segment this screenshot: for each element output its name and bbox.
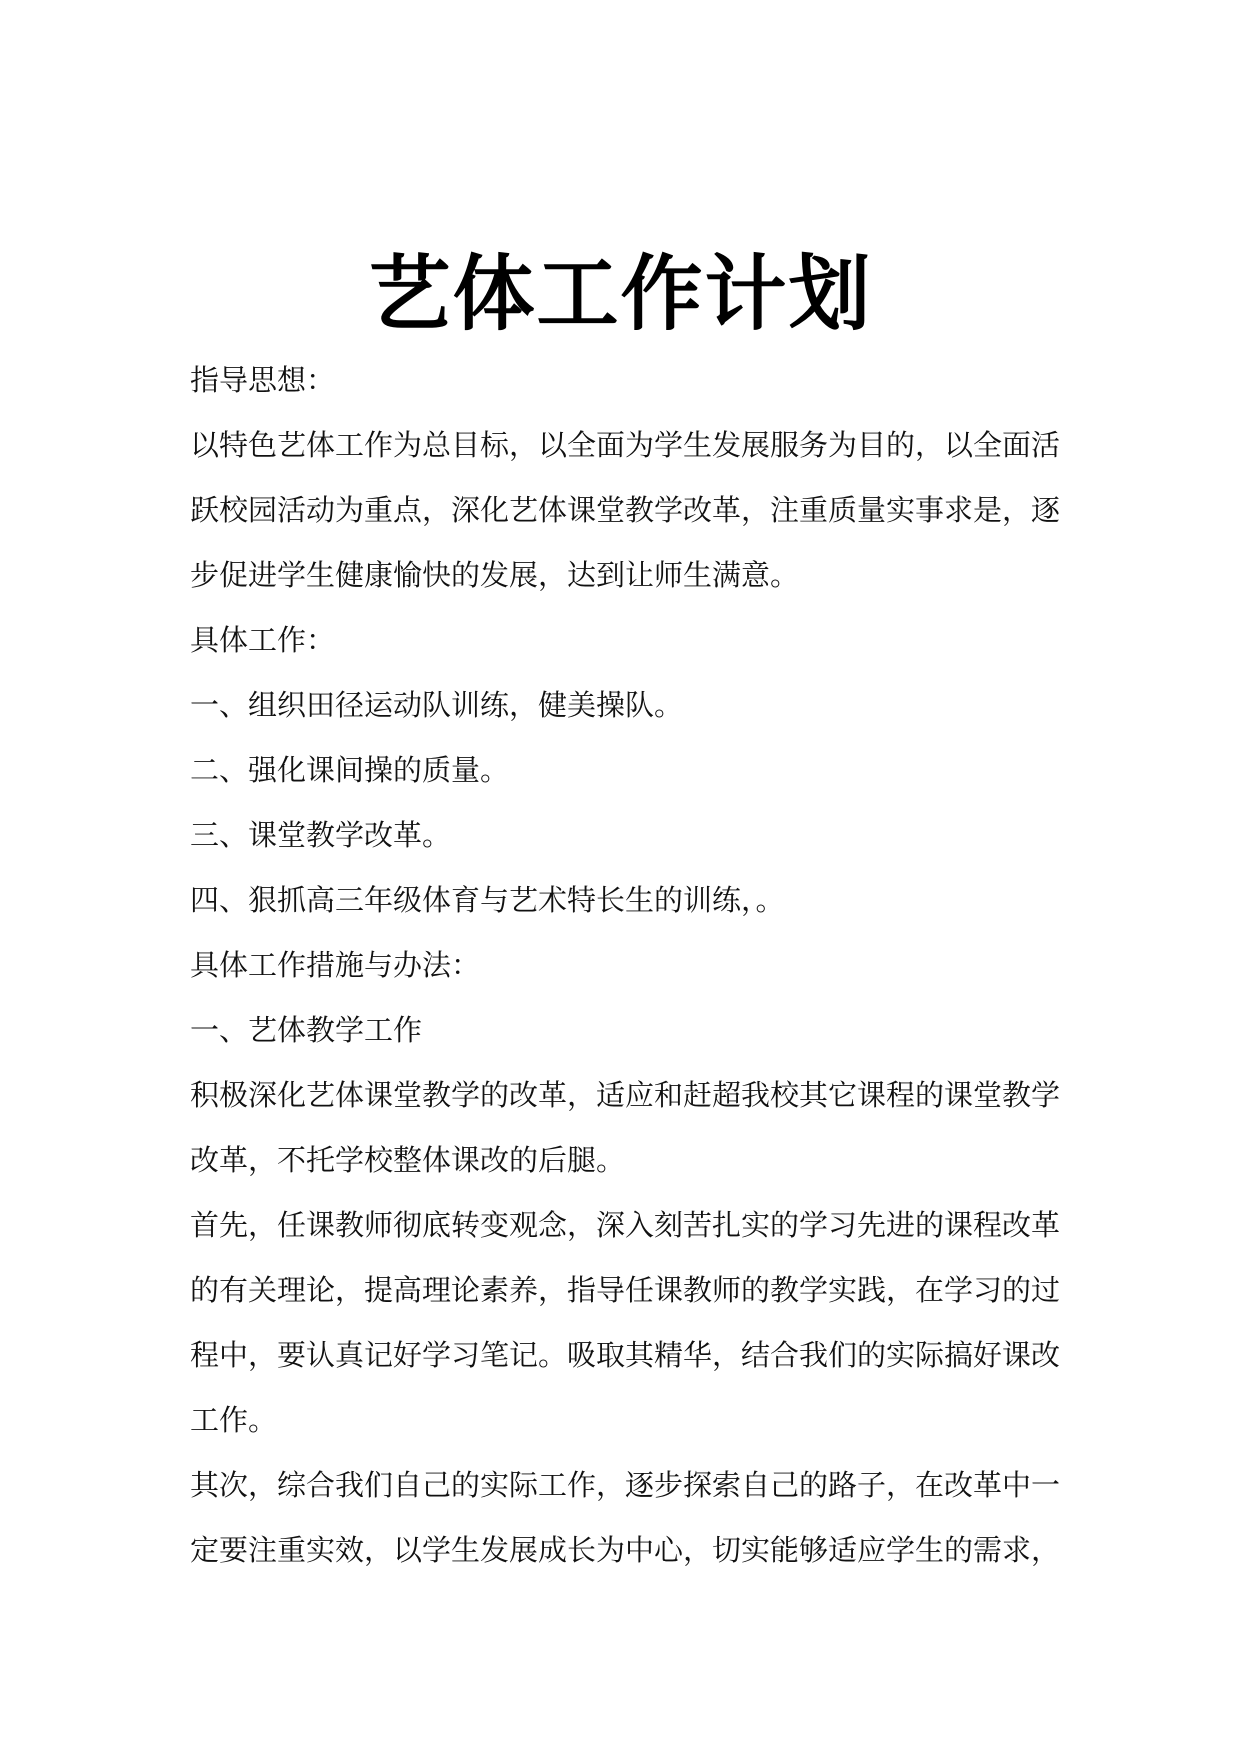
text-line: 定要注重实效，以学生发展成长为中心，切实能够适应学生的需求， bbox=[190, 1533, 1061, 1567]
text-line: 其次，综合我们自己的实际工作，逐步探索自己的路子，在改革中一 bbox=[190, 1468, 1061, 1502]
document-body bbox=[190, 348, 1061, 1583]
text-line: 跃校园活动为重点，深化艺体课堂教学改革，注重质量实事求是，逐 bbox=[190, 493, 1061, 527]
text-line: 三、课堂教学改革。 bbox=[190, 818, 452, 852]
text-line: 程中，要认真记好学习笔记。吸取其精华，结合我们的实际搞好课改 bbox=[190, 1338, 1061, 1372]
text-line: 具体工作措施与办法： bbox=[190, 948, 481, 982]
text-line: 具体工作： bbox=[190, 623, 336, 657]
text-line: 以特色艺体工作为总目标，以全面为学生发展服务为目的，以全面活 bbox=[190, 428, 1061, 462]
text-line: 指导思想： bbox=[190, 363, 336, 397]
text-line: 首先，任课教师彻底转变观念，深入刻苦扎实的学习先进的课程改革 bbox=[190, 1208, 1061, 1242]
text-line: 一、艺体教学工作 bbox=[190, 1013, 423, 1047]
text-line: 改革，不托学校整体课改的后腿。 bbox=[190, 1143, 626, 1177]
text-line: 二、强化课间操的质量。 bbox=[190, 753, 510, 787]
text-line: 四、狠抓高三年级体育与艺术特长生的训练，。 bbox=[190, 883, 785, 917]
document-title: 艺体工作计划 bbox=[368, 247, 873, 342]
text-line: 的有关理论，提高理论素养，指导任课教师的教学实践，在学习的过 bbox=[190, 1273, 1061, 1307]
text-line: 工作。 bbox=[190, 1403, 278, 1437]
text-line: 一、组织田径运动队训练，健美操队。 bbox=[190, 688, 684, 722]
text-line: 步促进学生健康愉快的发展，达到让师生满意。 bbox=[190, 558, 800, 592]
text-line: 积极深化艺体课堂教学的改革，适应和赶超我校其它课程的课堂教学 bbox=[190, 1078, 1061, 1112]
